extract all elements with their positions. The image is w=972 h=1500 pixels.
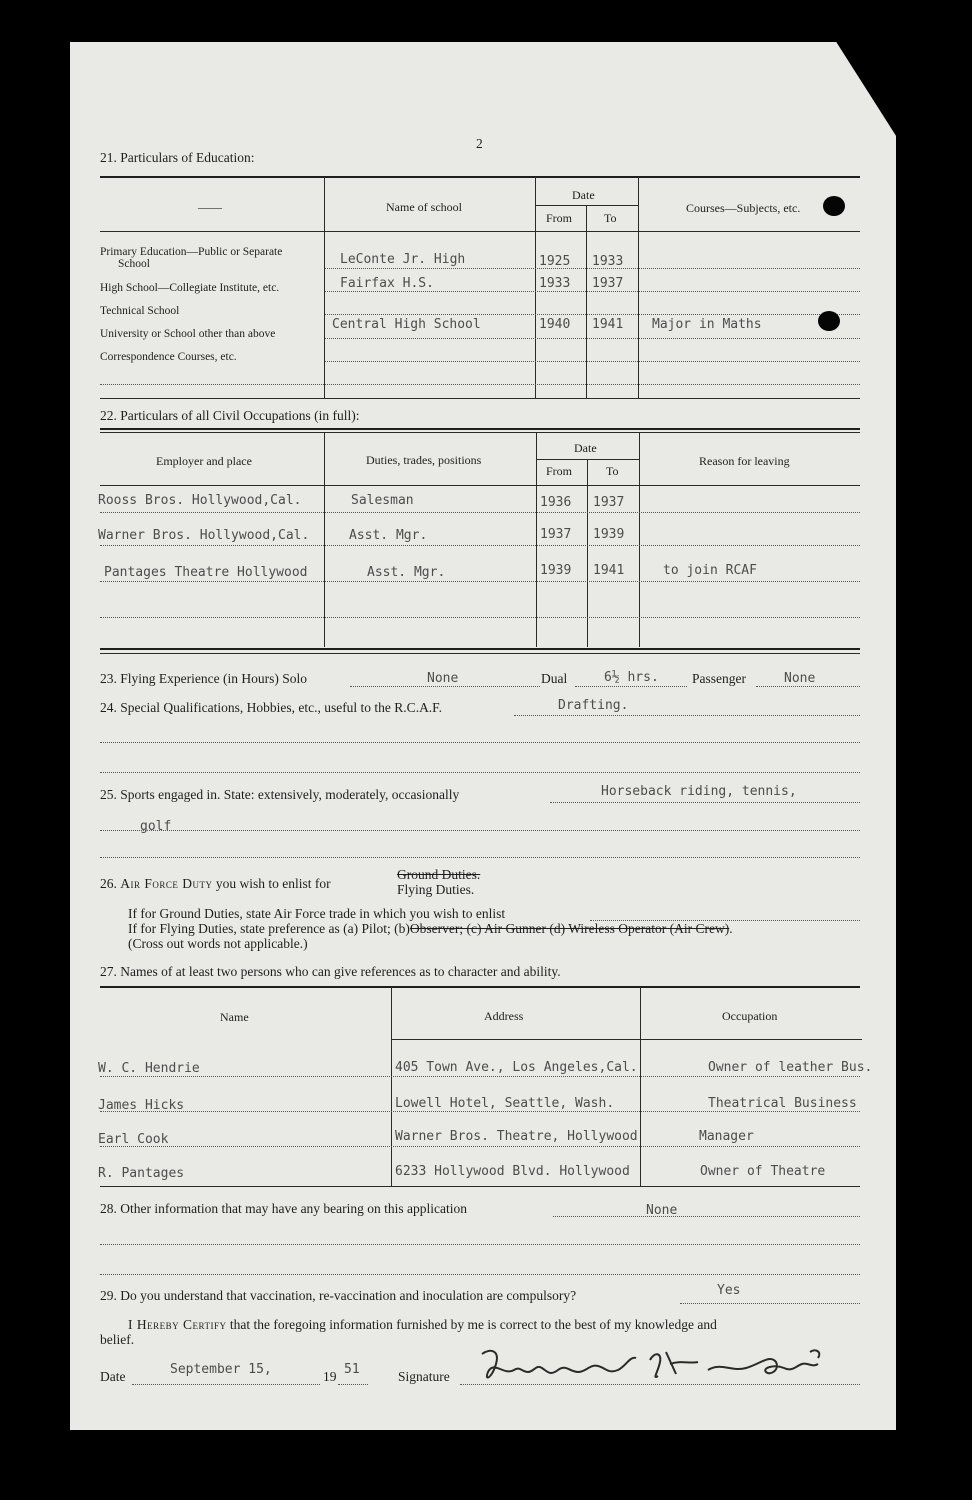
table-rule (100, 653, 860, 654)
s22-duties-value: Salesman (351, 493, 414, 508)
s21-to-value: 1933 (592, 254, 624, 269)
dotted-rule (100, 857, 860, 858)
dotted-rule (100, 1111, 860, 1112)
header-rule (392, 1039, 862, 1040)
date-rule (537, 459, 639, 460)
s21-from-value: 1925 (539, 254, 571, 269)
page-number: 2 (476, 136, 483, 151)
col-divider (586, 206, 587, 398)
dotted-rule (100, 1076, 860, 1077)
s27-name-value: Earl Cook (98, 1132, 169, 1147)
signature-label: Signature (398, 1369, 450, 1384)
s22-employer-value: Pantages Theatre Hollywood (104, 565, 308, 580)
s27-occupation-value: Owner of leather Bus. (708, 1060, 873, 1075)
s27-occupation-value: Theatrical Business (708, 1096, 857, 1111)
s28-value: None (646, 1203, 678, 1218)
s22-reason-value: to join RCAF (663, 563, 757, 578)
s22-from-value: 1939 (540, 563, 572, 578)
s27-name-value: W. C. Hendrie (98, 1061, 200, 1076)
s26-label (100, 876, 331, 892)
dotted-rule (100, 742, 860, 743)
dotted-rule (325, 338, 860, 339)
table-rule (100, 398, 860, 399)
table-rule (100, 176, 860, 178)
table-rule (100, 428, 860, 430)
s23-dual-label: Dual (541, 671, 568, 686)
s21-school-value: LeConte Jr. High (340, 252, 466, 267)
s21-row-label: High School—Collegiate Institute, etc. (100, 282, 280, 294)
s27-address-value: Lowell Hotel, Seattle, Wash. (395, 1096, 615, 1111)
s21-from-value: 1940 (539, 317, 571, 332)
year-value: 51 (344, 1362, 360, 1377)
s26-caps: Air Force Duty (120, 876, 213, 891)
dotted-rule (100, 581, 860, 582)
s28-label: 28. Other information that may have any bearing on this application (100, 1201, 468, 1216)
s25-value: Horseback riding, tennis, (601, 784, 797, 799)
s22-col-duties: Duties, trades, positions (366, 453, 482, 467)
dotted-rule (100, 1244, 860, 1245)
s26-line1: If for Ground Duties, state Air Force trade in which you wish to enlist (128, 906, 506, 921)
dotted-rule (100, 512, 860, 513)
date-label: Date (100, 1369, 126, 1384)
torn-corner (835, 40, 905, 150)
dotted-rule (325, 291, 860, 292)
s29-label: 29. Do you understand that vaccination, re-vaccination and inoculation are compulsory? (100, 1288, 577, 1303)
dotted-rule (100, 1274, 860, 1275)
col-divider (639, 433, 640, 647)
s21-row-label: School (118, 258, 150, 270)
s21-course-value: Major in Maths (652, 317, 762, 332)
s21-school-value: Central High School (332, 317, 481, 332)
s22-employer-value: Warner Bros. Hollywood,Cal. (98, 528, 310, 543)
dotted-rule (100, 772, 860, 773)
s21-col-courses: Courses—Subjects, etc. (686, 201, 801, 215)
s21-col-date: Date (572, 188, 595, 202)
application-page (70, 42, 896, 1430)
s29-value: Yes (717, 1283, 741, 1298)
col-divider (391, 987, 392, 1187)
col-divider (638, 176, 639, 398)
certify-text: that the foregoing information furnished by me is correct to the best of my knowledge and (229, 1317, 717, 1332)
header-rule (100, 231, 860, 232)
s22-col-reason: Reason for leaving (699, 454, 790, 468)
s22-from-value: 1937 (540, 527, 572, 542)
s27-occupation-value: Manager (699, 1129, 754, 1144)
col-divider (640, 987, 641, 1187)
dotted-rule (100, 617, 860, 618)
s24-label: 24. Special Qualifications, Hobbies, etc., useful to the R.C.A.F. (100, 700, 442, 715)
s22-col-to: To (606, 464, 619, 478)
col-divider (324, 433, 325, 647)
s21-col-from: From (546, 211, 573, 225)
col-divider (587, 460, 588, 647)
s23-solo-value: None (427, 671, 459, 686)
dotted-rule (100, 545, 860, 546)
s27-occupation-value: Owner of Theatre (700, 1164, 826, 1179)
s21-col-to: To (604, 211, 617, 225)
s25-value-2: golf (140, 819, 172, 834)
date-value: September 15, (170, 1362, 272, 1377)
s26-crossed-options: Observer; (c) Air Gunner (d) Wireless Operator (Air Crew) (409, 921, 730, 936)
certify-caps: I Hereby Certify (128, 1317, 227, 1332)
col-divider (536, 433, 537, 647)
s21-to-value: 1937 (592, 276, 624, 291)
section-22-title: 22. Particulars of all Civil Occupations (in full): (100, 408, 360, 423)
s27-col-name: Name (220, 1010, 249, 1024)
date-rule (536, 205, 638, 206)
dotted-rule (756, 686, 860, 687)
s23-passenger-label: Passenger (692, 671, 746, 686)
dotted-rule (553, 1216, 860, 1217)
s21-row-label: Technical School (100, 305, 180, 317)
s25-label: 25. Sports engaged in. State: extensively, moderately, occasionally (100, 787, 460, 802)
punch-hole (823, 196, 845, 216)
dotted-rule (338, 1384, 368, 1385)
s23-passenger-value: None (784, 671, 816, 686)
handwritten-signature (470, 1342, 850, 1392)
s22-duties-value: Asst. Mgr. (367, 565, 446, 580)
s27-address-value: Warner Bros. Theatre, Hollywood (395, 1129, 638, 1144)
table-rule (100, 986, 860, 988)
s26-line2 (128, 921, 733, 937)
dotted-rule (514, 715, 860, 716)
dotted-rule (100, 1146, 860, 1147)
s21-row-label: University or School other than above (100, 328, 276, 340)
s21-row-label: Primary Education—Public or Separate (100, 246, 283, 258)
punch-hole (818, 311, 840, 331)
table-rule (100, 432, 860, 433)
s22-duties-value: Asst. Mgr. (349, 528, 428, 543)
section-21-title: 21. Particulars of Education: (100, 150, 255, 165)
dotted-rule (350, 686, 540, 687)
s21-school-value: Fairfax H.S. (340, 276, 434, 291)
dotted-rule (575, 686, 687, 687)
s26-pilot-option: If for Flying Duties, state preference as (a) Pilot; (b) (128, 921, 410, 936)
dotted-rule (100, 384, 860, 385)
table-rule (100, 1186, 860, 1187)
dotted-rule (550, 802, 860, 803)
dotted-rule (100, 830, 860, 831)
s22-to-value: 1937 (593, 495, 625, 510)
dotted-rule (680, 1303, 860, 1304)
s21-col-blank: —— (198, 200, 222, 214)
s21-col-school: Name of school (386, 200, 462, 214)
s26-rest: you wish to enlist for (215, 876, 331, 891)
header-rule (100, 485, 860, 486)
s27-address-value: 405 Town Ave., Los Angeles,Cal. (395, 1060, 638, 1075)
s22-col-employer: Employer and place (156, 454, 252, 468)
s27-col-occupation: Occupation (722, 1009, 778, 1023)
s22-to-value: 1941 (593, 563, 625, 578)
s26-opt-ground: Ground Duties. (397, 867, 481, 882)
dotted-rule (132, 1384, 320, 1385)
year-prefix: 19 (323, 1369, 337, 1384)
s26-period: . (729, 921, 733, 936)
col-divider (324, 176, 325, 398)
s26-number: 26. (100, 876, 117, 891)
s26-opt-flying: Flying Duties. (397, 882, 475, 897)
s22-from-value: 1936 (540, 495, 572, 510)
section-27-title: 27. Names of at least two persons who can give references as to character and ability. (100, 964, 561, 979)
s27-name-value: R. Pantages (98, 1166, 185, 1181)
dotted-rule (325, 314, 860, 315)
s27-address-value: 6233 Hollywood Blvd. Hollywood (395, 1164, 630, 1179)
s22-employer-value: Rooss Bros. Hollywood,Cal. (98, 493, 302, 508)
s21-row-label: Correspondence Courses, etc. (100, 351, 237, 363)
s26-line3: (Cross out words not applicable.) (128, 936, 308, 951)
s21-to-value: 1941 (592, 317, 624, 332)
s23-dual-value: 6½ hrs. (604, 670, 659, 685)
s22-to-value: 1939 (593, 527, 625, 542)
s22-col-date: Date (574, 441, 597, 455)
col-divider (535, 176, 536, 398)
certify-line-1 (128, 1317, 717, 1333)
s27-name-value: James Hicks (98, 1098, 185, 1113)
s21-from-value: 1933 (539, 276, 571, 291)
s27-col-address: Address (484, 1009, 524, 1023)
s22-col-from: From (546, 464, 573, 478)
dotted-rule (325, 361, 860, 362)
s24-value: Drafting. (558, 698, 629, 713)
certify-line-2: belief. (100, 1332, 135, 1347)
s23-label: 23. Flying Experience (in Hours) Solo (100, 671, 307, 686)
table-rule (100, 648, 860, 650)
